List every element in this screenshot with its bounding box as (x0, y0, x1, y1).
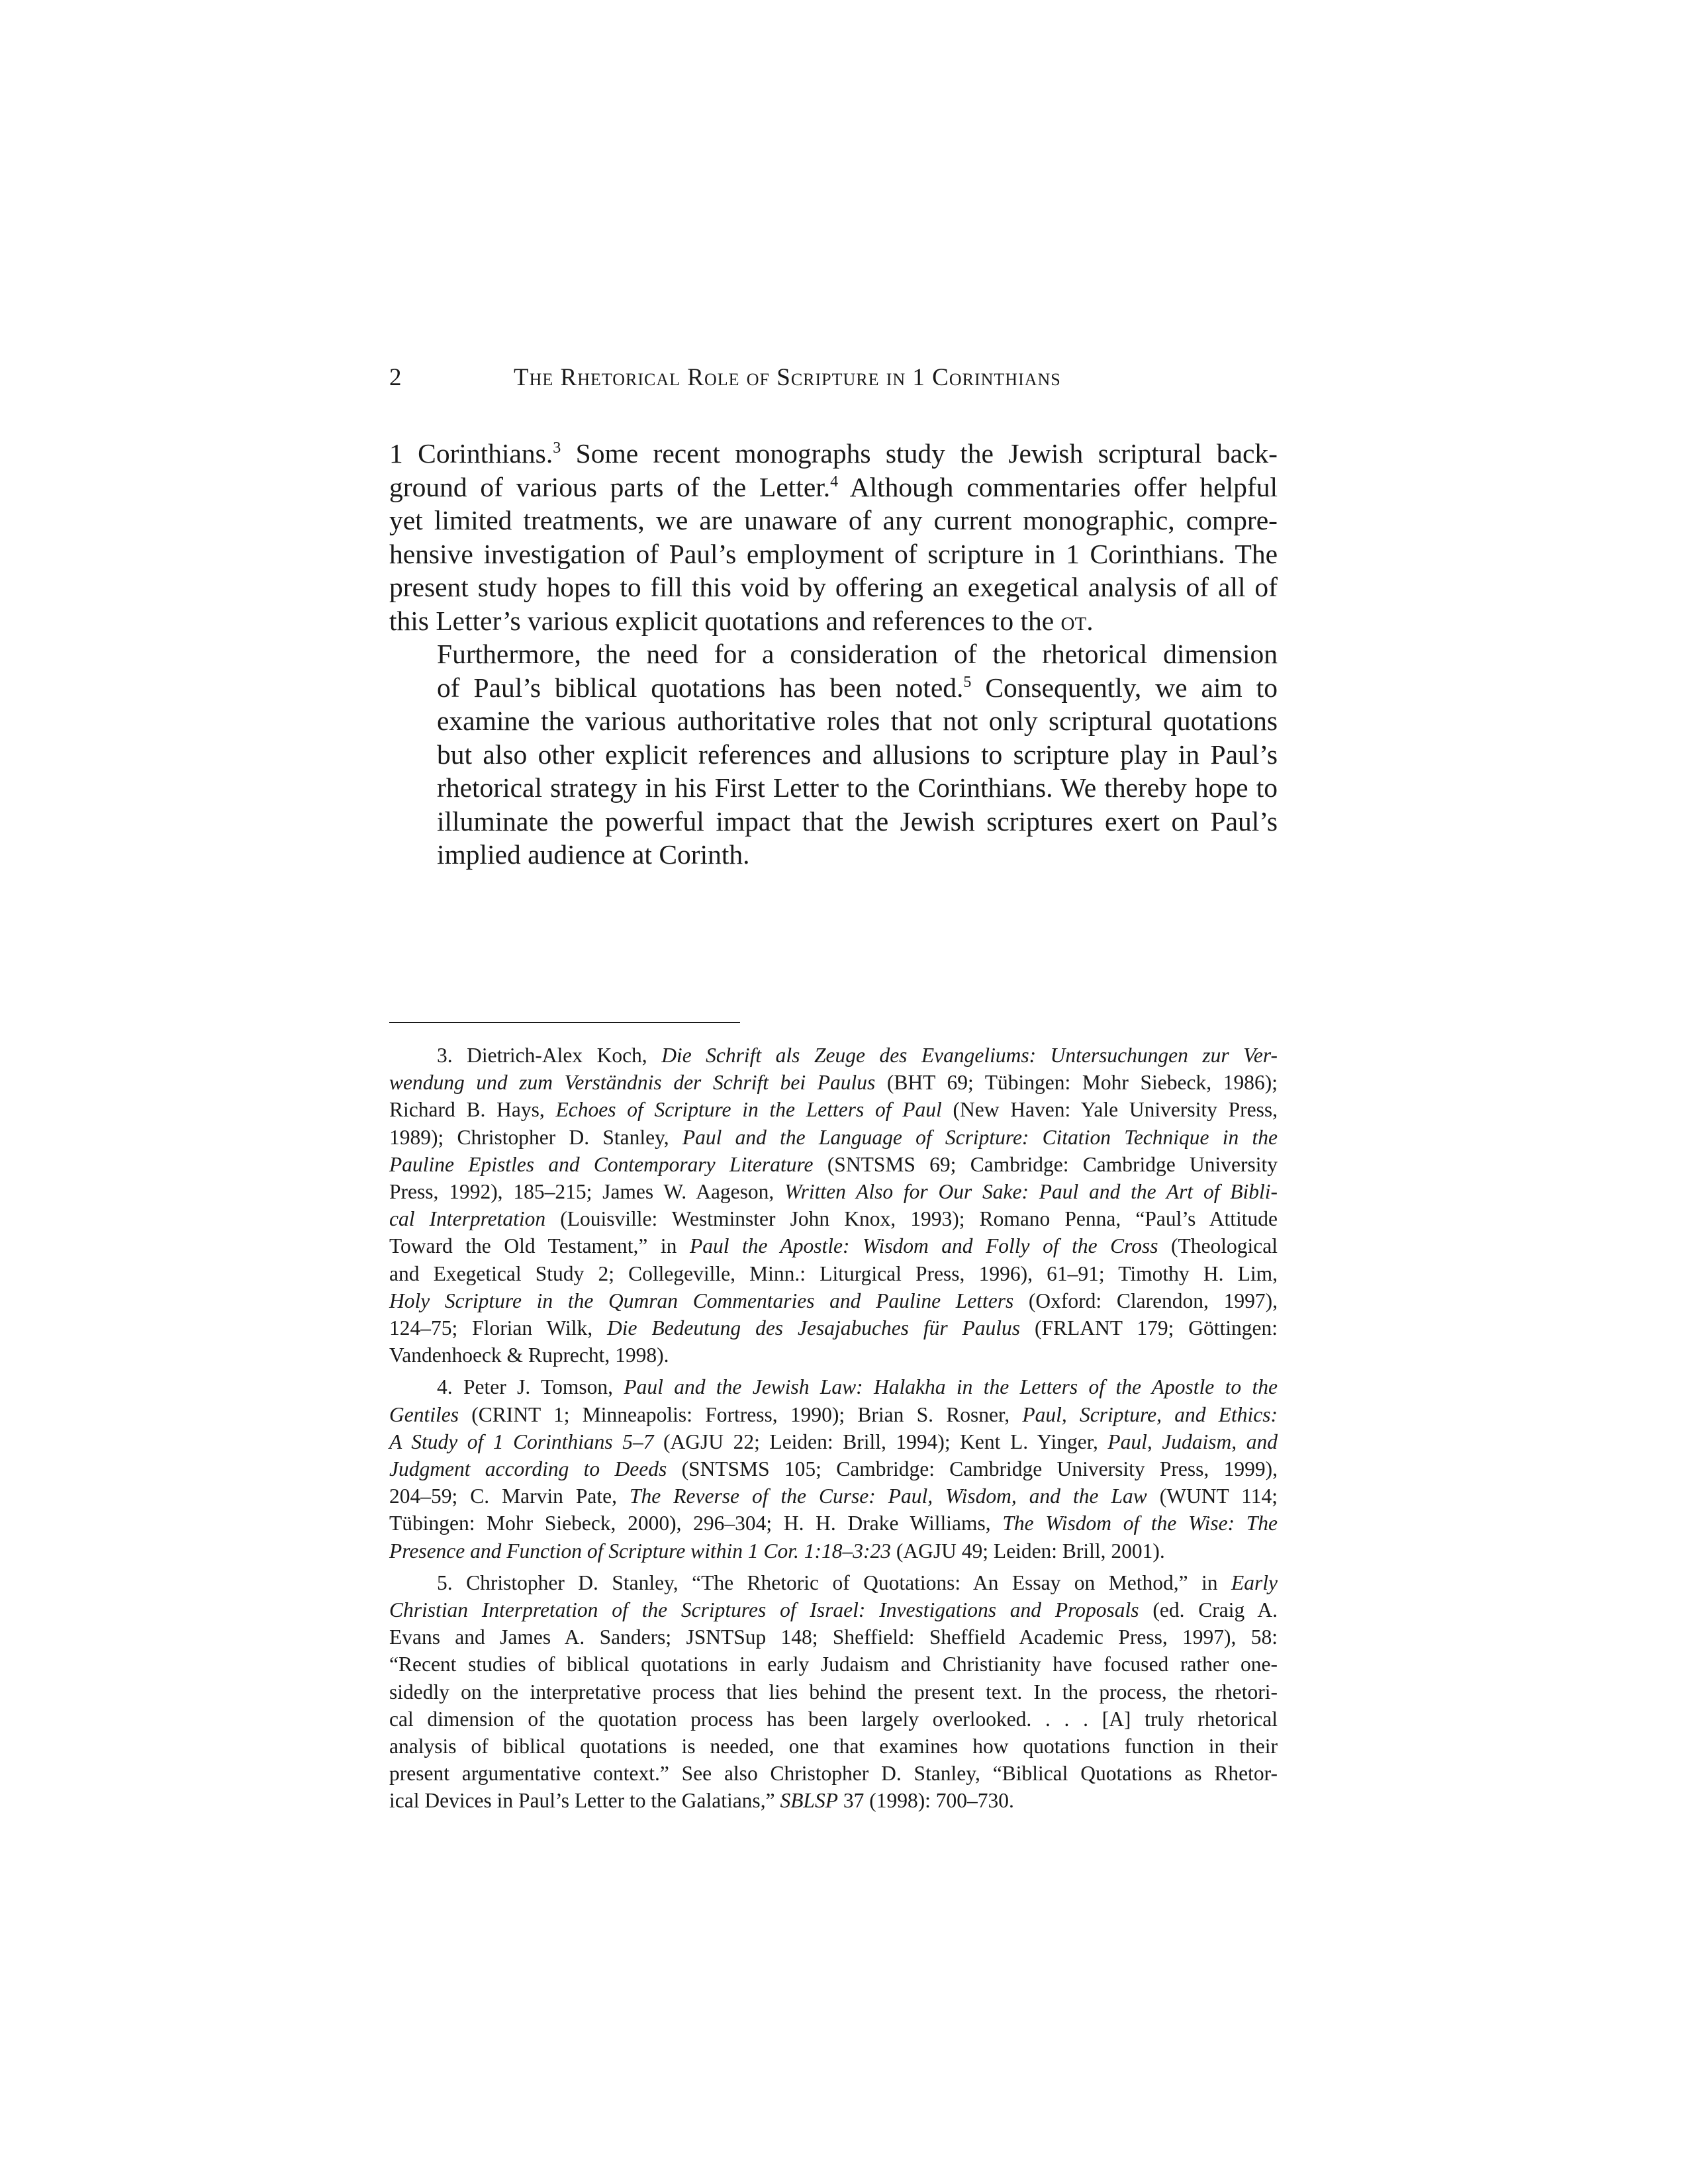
body-line (389, 437, 1278, 471)
footnote-line (389, 1787, 1278, 1814)
body-line (389, 537, 1278, 571)
footnote-text: sidedly on the interpretative process that lies behind the present text. In the process, the rhetori- (389, 1680, 1278, 1704)
body-line (389, 637, 1278, 671)
footnote-text: ical Devices in Paul’s Letter to the Galatians,” (389, 1789, 780, 1813)
body-line (389, 504, 1278, 537)
italic-title: SBLSP (780, 1789, 838, 1813)
italic-title: Judgment according to Deeds (389, 1457, 667, 1481)
footnote-text: 124–75; Florian Wilk, (389, 1316, 608, 1340)
italic-title: Paul and the Jewish Law: Halakha in the Letters of the Apostle to the (624, 1375, 1278, 1399)
footnote-line (389, 1373, 1278, 1400)
footnote-line (389, 1760, 1278, 1787)
italic-title: Presence and Function of Scripture within 1 Cor. 1:18–3:23 (389, 1539, 891, 1563)
footnote-line (389, 1069, 1278, 1096)
footnote-text: 37 (1998): 700–730. (837, 1789, 1014, 1813)
body-text: Furthermore, the need for a consideration of the rhetorical dimension (437, 639, 1278, 669)
footnote-text: 5. Christopher D. Stanley, “The Rhetoric of Quotations: An Essay on Method,” in (437, 1570, 1232, 1594)
italic-title: A Study of 1 Corinthians 5–7 (389, 1430, 654, 1453)
italic-title: Early (1231, 1570, 1278, 1594)
italic-title: Echoes of Scripture in the Letters of Paul (555, 1098, 942, 1122)
footnote-text: 4. Peter J. Tomson, (437, 1375, 624, 1399)
footnote-line (389, 1569, 1278, 1596)
italic-title: cal Interpretation (389, 1207, 546, 1231)
footnote-line (389, 1428, 1278, 1455)
footnote-3 (389, 1042, 1278, 1369)
italic-title: Die Bedeutung des Jesajabuches für Paulus (607, 1316, 1021, 1340)
footnote-text: “Recent studies of biblical quotations in early Judaism and Christianity have focused rather one- (389, 1653, 1278, 1676)
footnote-text: Vandenhoeck & Ruprecht, 1998). (389, 1343, 669, 1367)
footnotes (389, 1042, 1278, 1819)
italic-title: The Wisdom of the Wise: The (1002, 1512, 1278, 1535)
footnote-text: Evans and James A. Sanders; JSNTSup 148; Sheffield: Sheffield Academic Press, 1997), 58: (389, 1625, 1278, 1649)
footnote-text: Toward the Old Testament,” in (389, 1234, 690, 1258)
italic-title: Paul and the Language of Scripture: Citation Technique in the (682, 1125, 1278, 1149)
footnote-text: analysis of biblical quotations is needed, one that examines how quotations function in their (389, 1735, 1278, 1758)
footnote-text: Tübingen: Mohr Siebeck, 2000), 296–304; H. H. Drake Williams, (389, 1512, 1003, 1535)
body-text: but also other explicit references and allusions to scripture play in Paul’s (437, 739, 1278, 770)
footnote-line (389, 1287, 1278, 1314)
body-text: implied audience at Corinth. (437, 839, 750, 870)
footnote-line (389, 1151, 1278, 1178)
body-line (389, 471, 1278, 504)
footnote-text: (FRLANT 179; Göttingen: (1020, 1316, 1278, 1340)
footnote-line (389, 1042, 1278, 1069)
body-text: Although commentaries offer helpful (838, 471, 1278, 502)
body-text (389, 437, 1278, 872)
body-text: Some recent monographs study the Jewish scriptural back- (561, 438, 1278, 469)
footnote-line (389, 1651, 1278, 1678)
footnote-text: 1989); Christopher D. Stanley, (389, 1125, 682, 1149)
footnote-line (389, 1455, 1278, 1482)
body-line (389, 671, 1278, 705)
footnote-separator (389, 1022, 740, 1023)
footnote-5 (389, 1569, 1278, 1815)
footnote-text: (Theological (1158, 1234, 1278, 1258)
footnote-text: present argumentative context.” See also Christopher D. Stanley, “Biblical Quotations as Rhetor- (389, 1762, 1278, 1786)
footnote-text: (CRINT 1; Minneapolis: Fortress, 1990); Brian S. Rosner, (458, 1402, 1023, 1426)
page-number: 2 (389, 364, 402, 391)
body-paragraph (389, 437, 1278, 637)
footnote-text: 204–59; C. Marvin Pate, (389, 1484, 630, 1508)
footnote-line (389, 1205, 1278, 1232)
body-text: yet limited treatments, we are unaware of any current monographic, compre- (389, 505, 1278, 535)
footnote-text: (AGJU 22; Leiden: Brill, 1994); Kent L. Yinger, (653, 1430, 1108, 1453)
footnote-text: cal dimension of the quotation process has been largely overlooked. . . . [A] truly rhetorical (389, 1707, 1278, 1731)
italic-title: Paul, Judaism, and (1107, 1430, 1278, 1453)
footnote-line (389, 1733, 1278, 1760)
footnote-line (389, 1678, 1278, 1706)
footnote-line (389, 1232, 1278, 1259)
italic-title: Pauline Epistles and Contemporary Literature (389, 1152, 814, 1176)
footnote-text: Press, 1992), 185–215; James W. Aageson, (389, 1180, 785, 1204)
body-text: rhetorical strategy in his First Letter to the Corinthians. We thereby hope to (437, 772, 1278, 803)
body-line (389, 704, 1278, 738)
footnote-text: (Louisville: Westminster John Knox, 1993); Romano Penna, “Paul’s Attitude (545, 1207, 1278, 1231)
italic-title: Paul the Apostle: Wisdom and Folly of the Cross (689, 1234, 1158, 1258)
body-text: hensive investigation of Paul’s employment of scripture in 1 Corinthians. The (389, 538, 1278, 569)
footnote-line (389, 1482, 1278, 1510)
body-text: this Letter’s various explicit quotations and references to the (389, 605, 1061, 636)
body-text: ground of various parts of the Letter. (389, 471, 831, 502)
footnote-text: (ed. Craig A. (1139, 1598, 1278, 1622)
italic-title: Christian Interpretation of the Scriptures of Israel: Investigations and Proposals (389, 1598, 1139, 1622)
body-line (389, 604, 1278, 638)
footnote-line (389, 1537, 1278, 1565)
body-text: illuminate the powerful impact that the Jewish scriptures exert on Paul’s (437, 805, 1278, 837)
footnote-text: (SNTSMS 105; Cambridge: Cambridge University Press, 1999), (667, 1457, 1278, 1481)
footnote-4 (389, 1373, 1278, 1564)
footnote-line (389, 1260, 1278, 1287)
body-line (389, 838, 1278, 872)
italic-title: Gentiles (389, 1402, 459, 1426)
footnote-text: (Oxford: Clarendon, 1997), (1013, 1289, 1278, 1312)
body-text: Consequently, we aim to (971, 672, 1278, 703)
body-line (389, 570, 1278, 604)
footnote-line (389, 1124, 1278, 1151)
footnote-line (389, 1096, 1278, 1123)
body-line (389, 771, 1278, 805)
footnote-line (389, 1623, 1278, 1651)
body-text: 1 Corinthians. (389, 438, 553, 469)
footnote-line (389, 1342, 1278, 1369)
body-text: examine the various authoritative roles that not only scriptural quotations (437, 705, 1278, 736)
footnote-line (389, 1314, 1278, 1342)
footnote-line (389, 1596, 1278, 1623)
body-text: . (1086, 605, 1094, 636)
footnote-ref: 3 (553, 439, 561, 457)
footnote-ref: 5 (963, 673, 972, 691)
body-line (389, 738, 1278, 772)
footnote-text: (BHT 69; Tübingen: Mohr Siebeck, 1986); (875, 1071, 1278, 1095)
footnote-text: and Exegetical Study 2; Collegeville, Minn.: Liturgical Press, 1996), 61–91; Timothy H. Lim, (389, 1261, 1278, 1285)
footnote-text: (WUNT 114; (1147, 1484, 1278, 1508)
footnote-text: (SNTSMS 69; Cambridge: Cambridge University (813, 1152, 1278, 1176)
body-line (389, 805, 1278, 839)
running-head-title: The Rhetorical Role of Scripture in 1 Corinthians (514, 364, 1061, 391)
italic-title: Paul, Scripture, and Ethics: (1022, 1402, 1278, 1426)
italic-title: Written Also for Our Sake: Paul and the Art of Bibli- (784, 1180, 1278, 1204)
small-caps-abbrev: ot (1060, 605, 1087, 636)
body-paragraph (389, 637, 1278, 872)
footnote-line (389, 1706, 1278, 1733)
body-text: of Paul’s biblical quotations has been noted. (437, 672, 964, 703)
running-head (389, 361, 1296, 394)
italic-title: wendung und zum Verständnis der Schrift bei Paulus (389, 1071, 876, 1095)
footnote-line (389, 1178, 1278, 1205)
footnote-text: (AGJU 49; Leiden: Brill, 2001). (890, 1539, 1165, 1563)
footnote-ref: 4 (830, 473, 839, 490)
footnote-text: 3. Dietrich-Alex Koch, (437, 1044, 662, 1067)
footnote-line (389, 1401, 1278, 1428)
footnote-text: (New Haven: Yale University Press, (941, 1098, 1278, 1122)
body-text: present study hopes to fill this void by offering an exegetical analysis of all of (389, 572, 1278, 602)
footnote-text: Richard B. Hays, (389, 1098, 556, 1122)
italic-title: Holy Scripture in the Qumran Commentaries and Pauline Letters (389, 1289, 1014, 1312)
italic-title: The Reverse of the Curse: Paul, Wisdom, and the Law (630, 1484, 1147, 1508)
italic-title: Die Schrift als Zeuge des Evangeliums: Untersuchungen zur Ver- (661, 1044, 1278, 1067)
footnote-line (389, 1510, 1278, 1537)
